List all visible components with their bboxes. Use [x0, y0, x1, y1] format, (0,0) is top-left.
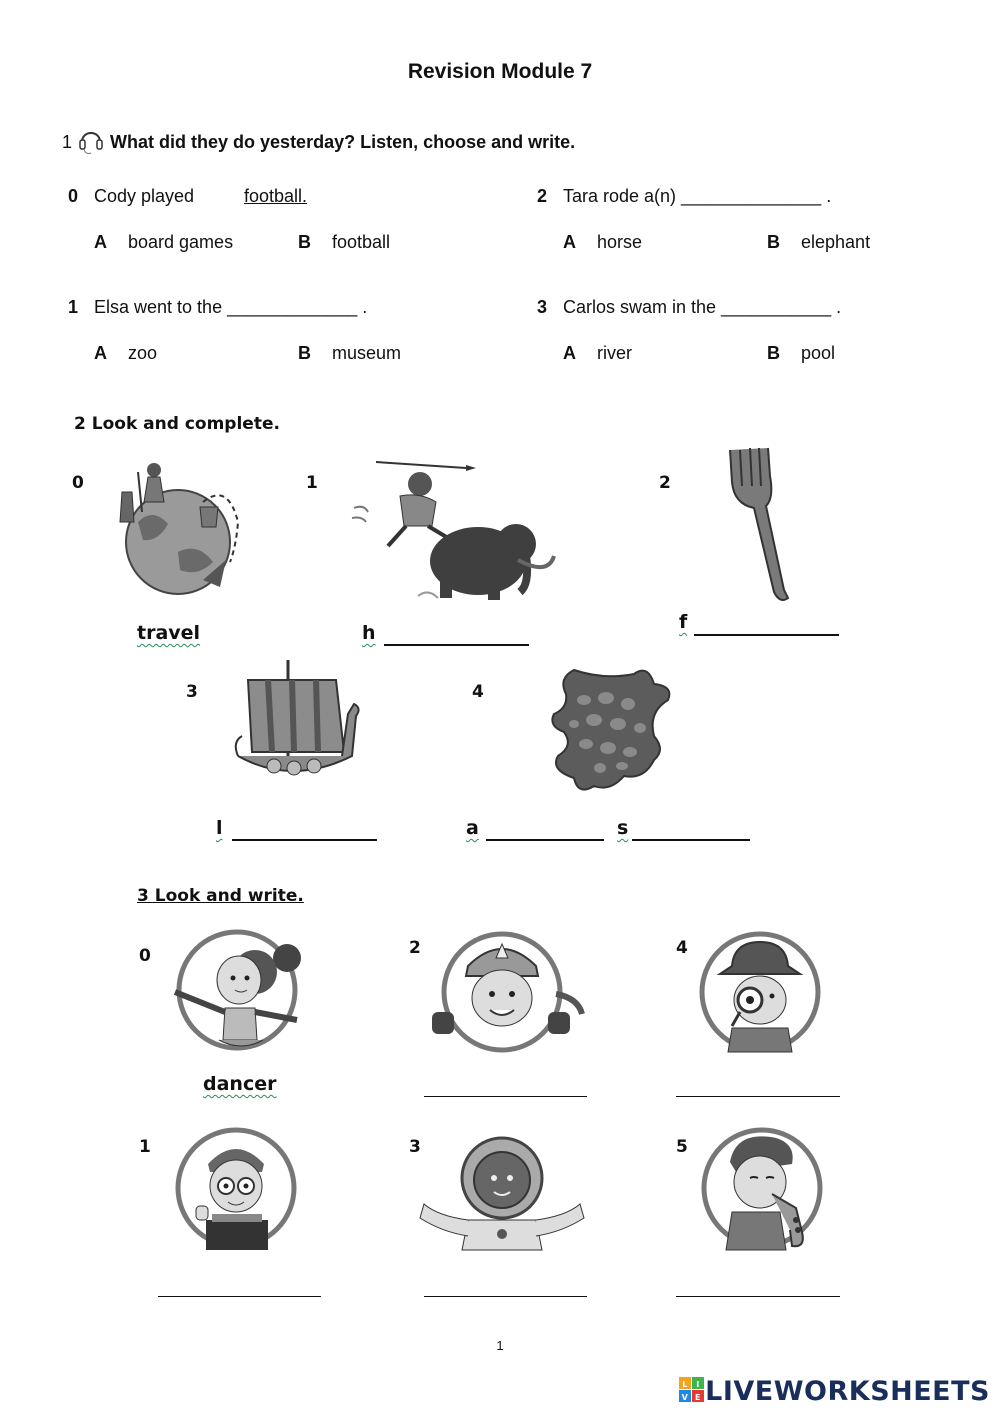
question-text: Cody played	[94, 186, 195, 206]
writer-image	[172, 1124, 302, 1258]
question-text: Tara rode a(n) ______________ .	[563, 186, 832, 206]
question-number: 3	[537, 297, 548, 317]
fork-image	[722, 442, 802, 607]
answer-line[interactable]	[486, 839, 604, 841]
liveworksheets-icon	[679, 1377, 705, 1403]
question-number: 2	[537, 186, 548, 206]
svg-text:E: E	[695, 1393, 702, 1402]
option-a[interactable]: A horse	[563, 232, 643, 252]
headphones-icon	[77, 126, 105, 154]
item-number: 2	[659, 473, 671, 493]
answer-line[interactable]	[694, 634, 839, 636]
animal-skin-image	[544, 660, 674, 800]
page-title: Revision Module 7	[407, 60, 593, 83]
svg-text:V: V	[681, 1393, 689, 1402]
answer-line[interactable]	[632, 839, 750, 841]
answer-line[interactable]	[676, 1296, 840, 1297]
answer-l[interactable]: l	[216, 817, 223, 839]
option-b[interactable]: B museum	[298, 343, 402, 363]
detective-image	[696, 928, 826, 1058]
answer-line[interactable]	[158, 1296, 321, 1297]
exercise-3-heading: 3 Look and write.	[137, 886, 304, 906]
item-number: 3	[409, 1137, 421, 1157]
option-a[interactable]: A board games	[94, 232, 234, 252]
saxophonist-image	[696, 1124, 830, 1258]
answer-line[interactable]	[424, 1296, 587, 1297]
item-number: 4	[676, 938, 688, 958]
item-number: 2	[409, 938, 421, 958]
answer-h[interactable]: h	[362, 622, 376, 644]
liveworksheets-wordmark: LIVEWORKSHEETS	[705, 1376, 990, 1407]
item-number: 5	[676, 1137, 688, 1157]
exercise-1-instruction: What did they do yesterday? Listen, choose and write.	[110, 132, 576, 152]
answer-line[interactable]	[232, 839, 377, 841]
answer-f[interactable]: f	[679, 611, 688, 633]
item-number: 1	[306, 473, 318, 493]
astronaut-image	[418, 1124, 588, 1254]
option-a[interactable]: A zoo	[94, 343, 158, 363]
question-number: 1	[68, 297, 79, 317]
answer-line[interactable]	[384, 644, 529, 646]
option-a[interactable]: A river	[563, 343, 632, 363]
caveman-mammoth-image	[348, 456, 558, 606]
question-text: Carlos swam in the ___________ .	[563, 297, 842, 317]
question-number: 0	[68, 186, 79, 206]
answer-football[interactable]: football.	[244, 186, 308, 206]
question-2	[537, 186, 831, 207]
firefighter-image	[428, 928, 588, 1058]
exercise-1-number: 1	[62, 132, 73, 152]
answer-a[interactable]: a	[466, 817, 479, 839]
page-number: 1	[496, 1338, 504, 1353]
item-number: 0	[139, 946, 151, 966]
option-b[interactable]: B elephant	[767, 232, 871, 252]
answer-dancer[interactable]: dancer	[203, 1073, 277, 1095]
question-0	[68, 186, 194, 207]
item-number: 4	[472, 682, 484, 702]
question-1	[68, 297, 367, 318]
answer-line[interactable]	[676, 1096, 840, 1097]
option-b[interactable]: B pool	[767, 343, 836, 363]
exercise-1-heading	[62, 126, 575, 154]
svg-text:I: I	[696, 1380, 700, 1389]
cavemen-globe-image	[108, 452, 248, 598]
viking-longship-image	[232, 656, 364, 790]
svg-text:L: L	[682, 1380, 688, 1389]
item-number: 3	[186, 682, 198, 702]
answer-line[interactable]	[424, 1096, 587, 1097]
answer-travel[interactable]: travel	[137, 622, 201, 644]
dancer-image	[165, 928, 305, 1058]
option-b[interactable]: B football	[298, 232, 391, 252]
question-3	[537, 297, 841, 318]
item-number: 1	[139, 1137, 151, 1157]
exercise-2-heading: 2 Look and complete.	[74, 414, 280, 434]
answer-s[interactable]: s	[617, 817, 629, 839]
liveworksheets-logo[interactable]	[679, 1376, 990, 1407]
question-text: Elsa went to the _____________ .	[94, 297, 368, 317]
item-number: 0	[72, 473, 84, 493]
